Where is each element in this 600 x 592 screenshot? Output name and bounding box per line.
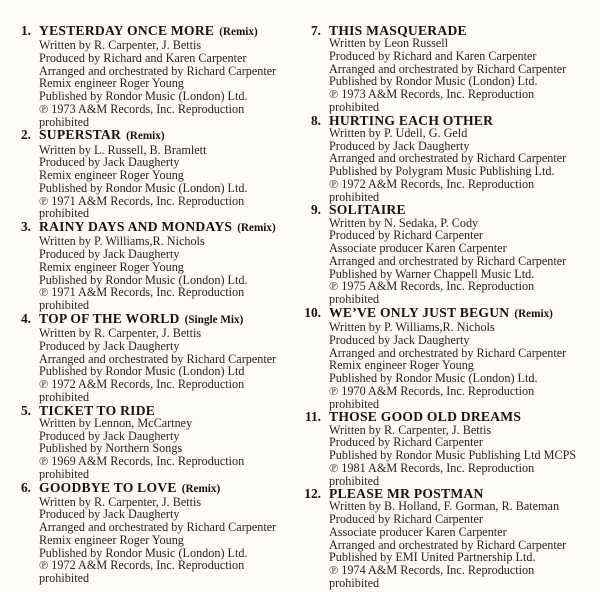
credit-line: Produced by Richard Carpenter xyxy=(329,512,483,527)
track-entry xyxy=(9,128,299,220)
track-title-suffix: (Remix) xyxy=(126,130,165,143)
track-number: 7. xyxy=(310,23,321,38)
track-number: 10. xyxy=(304,304,321,320)
credit-line: Published by Rondor Music (London) Ltd. xyxy=(39,180,248,195)
credit-line: Published by Rondor Music Publishing Ltd MCPS xyxy=(329,448,577,463)
track-content xyxy=(39,24,299,128)
credit-line: Produced by Richard and Karen Carpenter xyxy=(329,48,537,63)
track-entry xyxy=(299,24,594,114)
credit-line: Produced by Jack Daugherty xyxy=(39,338,180,353)
track-entry xyxy=(9,404,299,481)
track-title: PLEASE MR POSTMAN xyxy=(329,486,484,502)
credit-line: Remix engineer Roger Young xyxy=(39,76,184,91)
track-content xyxy=(39,404,299,481)
credit-line: ℗ 1981 A&M Records, Inc. Reproduction xyxy=(329,460,535,475)
credit-line: ℗ 1972 A&M Records, Inc. Reproduction xyxy=(329,176,535,191)
track-title-suffix: (Remix) xyxy=(219,26,258,38)
credit-line: Published by Rondor Music (London) Ltd. xyxy=(39,272,248,287)
credit-line: ℗ 1973 A&M Records, Inc. Reproduction xyxy=(329,87,535,102)
track-credits xyxy=(329,500,594,589)
credit-line: Produced by Richard Carpenter xyxy=(329,435,483,450)
credit-line: Arranged and orchestrated by Richard Carpenter xyxy=(329,345,567,360)
track-number: 3. xyxy=(20,219,31,235)
credit-line: Arranged and orchestrated by Richard Carpenter xyxy=(329,61,567,76)
credit-line: Produced by Jack Daugherty xyxy=(39,155,180,170)
credit-line: Associate producer Karen Carpenter xyxy=(329,524,507,539)
credit-line: prohibited xyxy=(39,298,90,313)
credit-line: ℗ 1971 A&M Records, Inc. Reproduction xyxy=(39,193,245,208)
track-number: 2. xyxy=(20,127,31,143)
credit-line: Produced by Jack Daugherty xyxy=(329,138,470,153)
credit-line: Produced by Jack Daugherty xyxy=(329,332,470,347)
credit-line: Written by Lennon, McCartney xyxy=(39,415,193,430)
track-credits xyxy=(39,496,299,585)
track-credits xyxy=(329,37,594,114)
credit-line: ℗ 1971 A&M Records, Inc. Reproduction xyxy=(39,285,245,300)
track-entry xyxy=(299,203,594,305)
track-credits xyxy=(329,424,594,488)
track-heading xyxy=(39,312,299,327)
track-entry xyxy=(299,306,594,410)
track-content xyxy=(329,410,594,487)
credit-line: Produced by Jack Daugherty xyxy=(39,507,180,522)
track-credits xyxy=(39,417,299,481)
track-heading xyxy=(39,481,299,496)
credit-line: Published by Rondor Music (London) Ltd xyxy=(39,364,245,379)
credit-line: Written by P. Udell, G. Geld xyxy=(329,125,468,140)
track-title: TOP OF THE WORLD xyxy=(39,310,180,326)
credit-line: ℗ 1969 A&M Records, Inc. Reproduction xyxy=(39,454,245,469)
credit-line: Written by L. Russell, B. Bramlett xyxy=(39,142,207,157)
credit-line: Written by P. Williams,R. Nichols xyxy=(329,320,495,335)
track-content xyxy=(329,487,594,589)
track-content xyxy=(39,481,299,585)
credit-line: Arranged and orchestrated by Richard Carpenter xyxy=(329,537,567,552)
credit-line: prohibited xyxy=(39,114,90,129)
track-entry xyxy=(299,410,594,487)
credit-line: Published by Rondor Music (London) Ltd. xyxy=(329,74,538,89)
track-credits xyxy=(39,39,299,128)
credit-line: Written by Leon Russell xyxy=(329,36,448,51)
track-title: SUPERSTAR xyxy=(39,127,122,143)
track-content xyxy=(39,220,299,312)
credit-line: Written by N. Sedaka, P. Cody xyxy=(329,215,479,230)
track-entry xyxy=(9,481,299,585)
credit-line: ℗ 1972 A&M Records, Inc. Reproduction xyxy=(39,377,245,392)
credit-line: ℗ 1972 A&M Records, Inc. Reproduction xyxy=(39,558,245,573)
track-title: THOSE GOOD OLD DREAMS xyxy=(329,409,522,425)
credit-line: prohibited xyxy=(39,206,90,221)
track-number: 6. xyxy=(20,479,31,495)
credit-line: ℗ 1973 A&M Records, Inc. Reproduction xyxy=(39,101,245,116)
track-title: TICKET TO RIDE xyxy=(39,402,156,418)
credit-line: Written by P. Williams,R. Nichols xyxy=(39,234,205,249)
credit-line: Produced by Jack Daugherty xyxy=(39,428,180,443)
track-number: 5. xyxy=(20,402,31,418)
track-title: RAINY DAYS AND MONDAYS xyxy=(39,219,233,235)
track-credits xyxy=(39,144,299,221)
credit-line: prohibited xyxy=(329,189,380,204)
track-number: 1. xyxy=(20,23,31,38)
track-heading xyxy=(39,220,299,235)
credit-line: Arranged and orchestrated by Richard Carpenter xyxy=(329,253,567,268)
track-title-suffix: (Single Mix) xyxy=(184,313,244,326)
credit-line: Associate producer Karen Carpenter xyxy=(329,241,507,256)
credit-line: Remix engineer Roger Young xyxy=(39,259,184,274)
credit-line: ℗ 1975 A&M Records, Inc. Reproduction xyxy=(329,279,535,294)
credit-line: Written by R. Carpenter, J. Bettis xyxy=(39,38,202,53)
credit-line: prohibited xyxy=(329,292,380,307)
credit-line: Arranged and orchestrated by Richard Carpenter xyxy=(39,520,277,535)
credit-line: Remix engineer Roger Young xyxy=(329,358,474,373)
track-content xyxy=(39,312,299,404)
track-number: 12. xyxy=(304,486,321,502)
track-heading xyxy=(329,114,594,127)
credit-line: ℗ 1970 A&M Records, Inc. Reproduction xyxy=(329,383,535,398)
credit-line: prohibited xyxy=(329,396,380,411)
track-heading xyxy=(329,203,594,216)
credit-line: Produced by Richard and Karen Carpenter xyxy=(39,50,247,65)
track-title: HURTING EACH OTHER xyxy=(329,112,494,128)
track-credits xyxy=(39,235,299,312)
track-title: WE’VE ONLY JUST BEGUN xyxy=(329,304,510,320)
track-heading xyxy=(329,410,594,423)
track-entry xyxy=(9,220,299,312)
track-list-column-left xyxy=(9,24,299,592)
track-number: 11. xyxy=(305,409,321,425)
credit-line: Published by Rondor Music (London) Ltd. xyxy=(39,89,248,104)
credit-line: Arranged and orchestrated by Richard Carpenter xyxy=(39,63,277,78)
credit-line: Remix engineer Roger Young xyxy=(39,168,184,183)
credit-line: ℗ 1974 A&M Records, Inc. Reproduction xyxy=(329,563,535,578)
credit-line: Written by B. Holland, F. Gorman, R. Bateman xyxy=(329,499,560,514)
credit-line: prohibited xyxy=(39,389,90,404)
credit-line: Published by EMI United Partnership Ltd. xyxy=(329,550,536,565)
credit-line: Written by R. Carpenter, J. Bettis xyxy=(329,422,492,437)
track-title-suffix: (Remix) xyxy=(514,307,553,320)
track-heading xyxy=(39,128,299,143)
credit-line: prohibited xyxy=(329,473,380,488)
track-number: 9. xyxy=(310,202,321,218)
track-credits xyxy=(329,321,594,410)
track-content xyxy=(329,306,594,410)
track-content xyxy=(39,128,299,220)
credit-line: Published by Polygram Music Publishing Ltd. xyxy=(329,164,555,179)
credit-line: Written by R. Carpenter, J. Bettis xyxy=(39,494,202,509)
credit-line: prohibited xyxy=(329,99,380,114)
track-number: 8. xyxy=(310,112,321,128)
track-title: THIS MASQUERADE xyxy=(329,23,467,38)
track-title-suffix: (Remix) xyxy=(181,482,221,495)
credit-line: Arranged and orchestrated by Richard Carpenter xyxy=(329,151,567,166)
credit-line: Written by R. Carpenter, J. Bettis xyxy=(39,326,202,341)
track-credits xyxy=(39,327,299,404)
track-entry xyxy=(299,114,594,204)
credit-line: prohibited xyxy=(39,571,90,586)
track-title: SOLITAIRE xyxy=(329,202,406,218)
credit-line: Arranged and orchestrated by Richard Carpenter xyxy=(39,351,277,366)
credit-line: Published by Northern Songs xyxy=(39,441,183,456)
credit-line: Produced by Richard Carpenter xyxy=(329,228,483,243)
credit-line: Remix engineer Roger Young xyxy=(39,532,184,547)
credit-line: Published by Rondor Music (London) Ltd. xyxy=(329,371,538,386)
track-credits xyxy=(329,127,594,204)
credit-line: Published by Rondor Music (London) Ltd. xyxy=(39,545,248,560)
credit-line: prohibited xyxy=(329,575,380,590)
track-title: GOODBYE TO LOVE xyxy=(39,479,177,495)
credit-line: Produced by Jack Daugherty xyxy=(39,247,180,262)
track-title: YESTERDAY ONCE MORE xyxy=(39,23,215,38)
track-heading xyxy=(329,306,594,321)
track-entry xyxy=(9,312,299,404)
track-heading xyxy=(39,24,299,39)
track-heading xyxy=(39,404,299,417)
credit-line: prohibited xyxy=(39,466,90,481)
track-entry xyxy=(9,24,299,128)
track-list-column-right xyxy=(299,24,594,592)
track-title-suffix: (Remix) xyxy=(237,222,276,235)
track-content xyxy=(329,24,594,114)
track-content xyxy=(329,203,594,305)
track-content xyxy=(329,114,594,204)
track-credits xyxy=(329,217,594,306)
track-number: 4. xyxy=(20,310,31,326)
track-entry xyxy=(299,487,594,589)
credit-line: Published by Warner Chappell Music Ltd. xyxy=(329,266,535,281)
